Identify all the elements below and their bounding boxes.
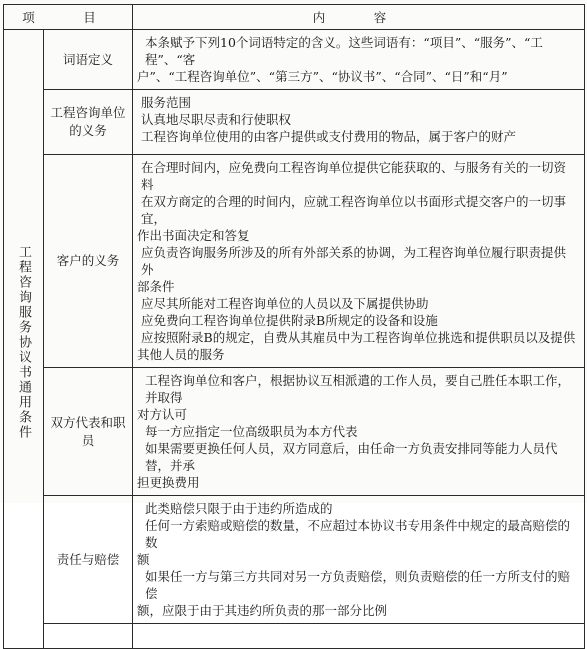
- content-line: 服务范围: [141, 95, 192, 110]
- row-content-empty: [133, 624, 585, 649]
- content-line: 如果任一方与第三方共同对另一方负责赔偿，则负责赔偿的任一方所支付的赔偿: [145, 569, 571, 601]
- header-item: 项 目: [4, 5, 133, 30]
- header-content: 内 容: [133, 5, 585, 30]
- row-label: 责任与赔偿: [44, 496, 133, 624]
- section-title-text: 工程咨询服务协议书通用条件: [16, 244, 31, 440]
- content-line: 应免费向工程咨询单位提供附录B所规定的设备和设施: [141, 313, 438, 328]
- content-line: 认真地尽职尽责和行使职权: [141, 112, 292, 127]
- content-line: 应按照附录B的规定，自费从其雇员中为工程咨询单位挑选和提供职员以及提供: [141, 330, 576, 345]
- content-line: 其他人员的服务: [137, 347, 225, 362]
- row-content: [133, 90, 585, 155]
- table-row: [4, 368, 585, 496]
- row-content: [133, 368, 585, 496]
- content-line: 应负责咨询服务所涉及的所有外部关系的协调，为工程咨询单位履行职责提供外: [141, 245, 567, 277]
- row-content: [133, 30, 585, 90]
- content-line: 额，应限于由于其违约所负责的那一部分比例: [137, 603, 388, 618]
- content-line: 户”、“工程咨询单位”、“第三方”、“协议书”、“合同”、“日”和“月”: [137, 69, 508, 84]
- row-content: [133, 155, 585, 368]
- table-row-partial: [4, 624, 585, 649]
- row-label-empty: [44, 624, 133, 649]
- content-line: 工程咨询单位使用的由客户提供或支付费用的物品，属于客户的财产: [141, 129, 517, 144]
- table-row: [4, 90, 585, 155]
- conditions-table: [3, 4, 585, 649]
- table-row: [4, 30, 585, 90]
- content-line: 部条件: [137, 279, 175, 294]
- row-label: 工程咨询单位的义务: [44, 90, 133, 155]
- content-line: 额: [137, 552, 150, 567]
- content-line: 在合理时间内，应免费向工程咨询单位提供它能获取的、与服务有关的一切资料: [141, 160, 567, 192]
- content-line: 此类赔偿只限于由于违约所造成的: [145, 501, 333, 516]
- content-line: 工程咨询单位和客户，根据协议互相派遣的工作人员，要自己胜任本职工作，并取得: [145, 373, 571, 405]
- row-label: 词语定义: [44, 30, 133, 90]
- section-title: [4, 30, 44, 649]
- content-line: 应尽其所能对工程咨询单位的人员以及下属提供协助: [141, 296, 429, 311]
- content-line: 作出书面决定和答复: [137, 228, 250, 243]
- content-line: 对方认可: [137, 407, 188, 422]
- row-content: [133, 496, 585, 624]
- table-header-row: [4, 5, 585, 30]
- table-row: [4, 155, 585, 368]
- content-line: 如果需要更换任何人员，双方同意后，由任命一方负责安排同等能力人员代替，并承: [145, 441, 558, 473]
- content-line: 每一方应指定一位高级职员为本方代表: [145, 424, 358, 439]
- content-line: 本条赋予下列10个词语特定的含义。这些词语有：“项目”、“服务”、“工程”、“客: [145, 35, 543, 67]
- row-label: 双方代表和职员: [44, 368, 133, 496]
- content-line: 担更换费用: [137, 475, 200, 490]
- content-line: 在双方商定的合理的时间内，应就工程咨询单位以书面形式提交客户的一切事宜，: [141, 194, 567, 226]
- table-row: [4, 496, 585, 624]
- content-line: 任何一方索赔或赔偿的数量，不应超过本协议书专用条件中规定的最高赔偿的数: [145, 518, 571, 550]
- row-label: 客户的义务: [44, 155, 133, 368]
